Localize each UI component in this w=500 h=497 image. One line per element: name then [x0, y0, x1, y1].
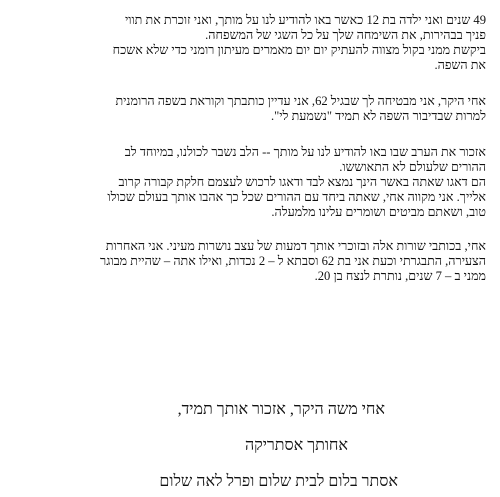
letter-line: אזכור את הערב שבו באו להודיע לנו על מותך -- הלב נשבר לכולנו, במיוחד לב	[124, 145, 486, 159]
closing-line-1: אחי משה היקר, אזכור אותך תמיד,	[177, 401, 385, 418]
letter-paragraph-3	[12, 145, 486, 220]
letter-line: 49 שנים ואני ילדה בת 12 כאשר באו להודיע לנו על מותך, ואני זוכרת את תווי	[124, 13, 486, 27]
letter-line: פניך בבהירות, את השימחה שלך על כל השגי של המשפחה.	[205, 28, 486, 42]
letter-line: ההורים שלעולם לא התאוששו.	[339, 160, 486, 174]
letter-line: אלייך. אני מקווה אחי, שאתה ביחד עם ההורים שכל כך אהבו אותך בעולם שכולו	[107, 190, 486, 204]
letter-line: הצעירה, התבגרתי וכעת אני בת 62 וסבתא ל – 2 נכדות, ואילו אתה – שהיית מבוגר	[100, 254, 486, 268]
letter-line: ביקשת ממני בקול מצווה להעתיק יום יום מאמרים מעיתון רומני כדי שלא אשכח	[112, 43, 486, 57]
letter-line: אחי היקר, אני מבטיחה לך שבגיל 62, אני עדיין כותבתך וקוראת בשפה הרומנית	[115, 94, 486, 108]
letter-line: ממני ב – 7 שנים, נותרת לנצח בן 20.	[314, 269, 486, 283]
letter-line: למרות שבדיבור השפה לא תמיד "נשמעת לי".	[270, 109, 486, 123]
letter-line: טוב, ושאתם מביטים ושומרים עלינו מלמעלה.	[271, 205, 486, 219]
letter-paragraph-4	[12, 239, 486, 284]
letter-line: אחי, בכותבי שורות אלה ובזוכרי אותך דמעות של עצב נושרות מעיני. אני האחרות	[105, 239, 486, 253]
letter-line: את השפה.	[434, 58, 486, 72]
letter-paragraph-2	[12, 94, 486, 124]
closing-signature: אחותך אסתריקה	[244, 437, 348, 454]
letter-paragraph-1	[12, 13, 486, 73]
closing-full-name: אסתר בלום לבית שלום ופרל לאה שלום	[159, 473, 398, 490]
letter-line: הם דאגו שאתה באשר הינך נמצא לבד ודאגו לרכוש לעצמם חלקת קבורה קרוב	[118, 175, 486, 189]
